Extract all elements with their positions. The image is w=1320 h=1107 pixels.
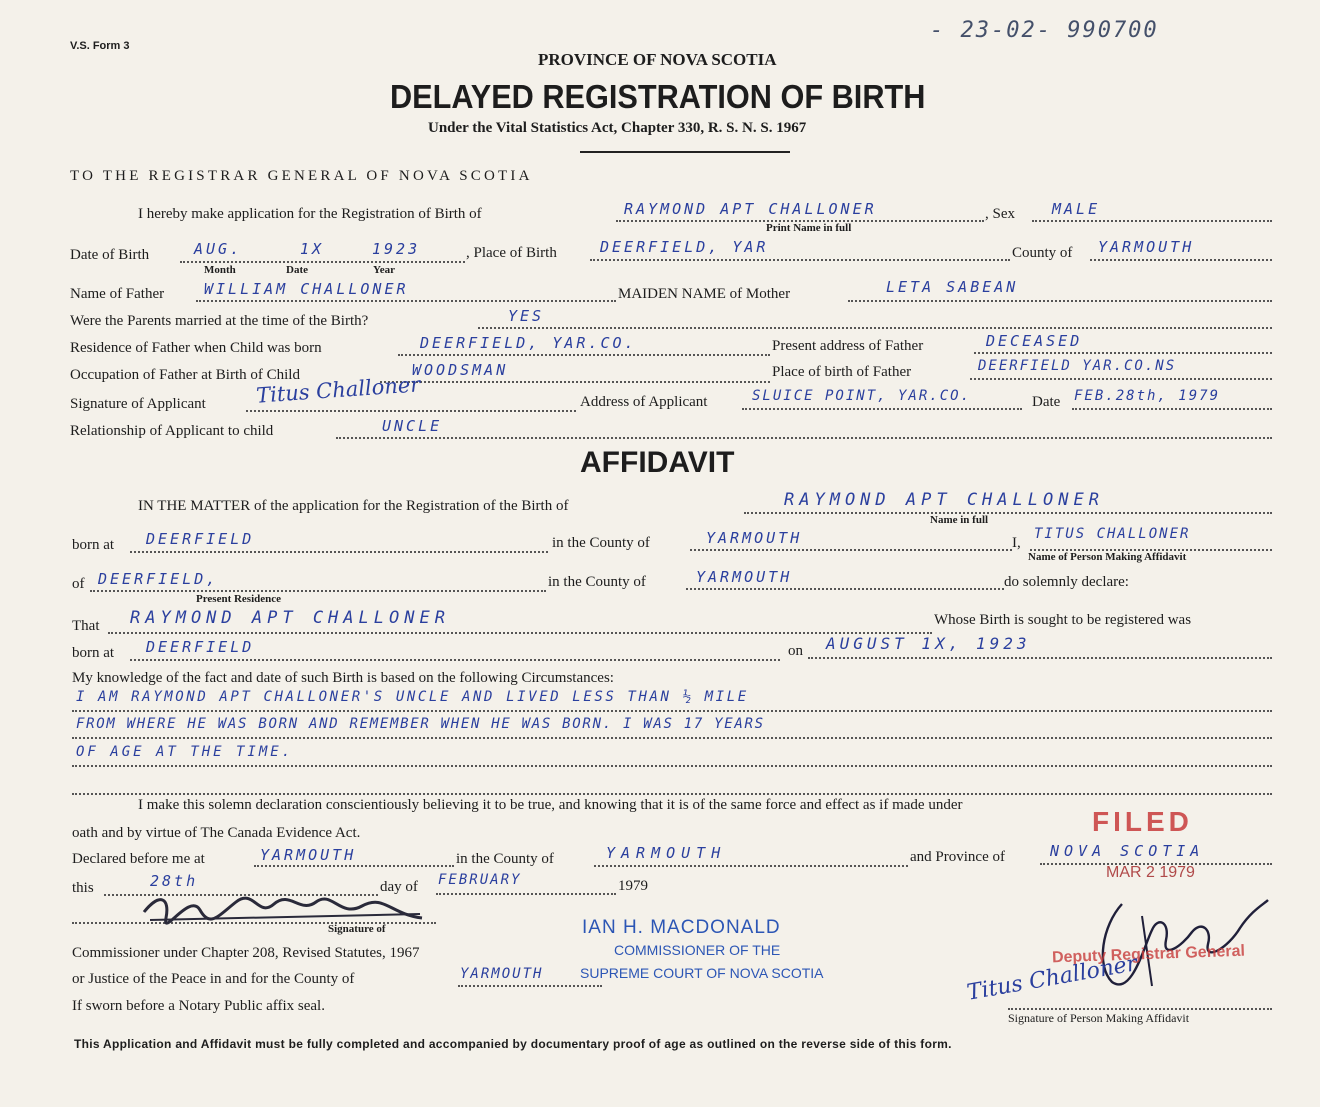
of-county-label: in the County of bbox=[548, 574, 646, 590]
born-at2-label: born at bbox=[72, 645, 115, 661]
county2-label: in the County of bbox=[456, 851, 554, 867]
i-label: I, bbox=[1012, 535, 1021, 551]
justice-label: or Justice of the Peace in and for the County of bbox=[72, 971, 355, 987]
in-county-label: in the County of bbox=[552, 535, 650, 551]
of-county-line bbox=[686, 588, 1004, 590]
filed-date: MAR 2 1979 bbox=[1106, 864, 1195, 881]
month-value: FEBRUARY bbox=[438, 872, 522, 888]
county2-value: YARMOUTH bbox=[606, 844, 727, 862]
on-value: AUGUST 1X, 1923 bbox=[826, 634, 1031, 653]
commissioner-signature-scribble bbox=[140, 888, 430, 932]
matter-label: IN THE MATTER of the application for the Registration of the Birth of bbox=[138, 498, 569, 514]
print-name-hint: Print Name in full bbox=[766, 222, 852, 234]
filed-stamp: FILED bbox=[1092, 806, 1193, 837]
of-county-value: YARMOUTH bbox=[696, 568, 793, 586]
name-in-full-hint: Name in full bbox=[930, 514, 989, 526]
footer-note: This Application and Affidavit must be fully completed and accompanied by documentary proof of age as outlined on the reverse side of this form. bbox=[74, 1037, 952, 1051]
sig-line bbox=[246, 410, 576, 412]
date-line bbox=[1072, 408, 1272, 410]
declared-value: YARMOUTH bbox=[260, 846, 357, 864]
married-value: YES bbox=[508, 307, 545, 325]
date-value: FEB.28th, 1979 bbox=[1074, 388, 1221, 404]
address-label: Address of Applicant bbox=[580, 394, 708, 410]
on-line bbox=[808, 657, 1272, 659]
affiant-sig-label: Signature of Person Making Affidavit bbox=[1008, 1011, 1190, 1025]
mother-line bbox=[848, 300, 1272, 302]
this-label: this bbox=[72, 880, 94, 896]
commissioner-label: Commissioner under Chapter 208, Revised Statutes, 1967 bbox=[72, 945, 420, 961]
deputy-registrar-stamp: Deputy Registrar General bbox=[1051, 942, 1246, 967]
circ-line-3 bbox=[72, 765, 1272, 767]
affiant-sig-line bbox=[1008, 1008, 1272, 1010]
addressee: TO THE REGISTRAR GENERAL OF NOVA SCOTIA bbox=[70, 168, 533, 184]
affiant-signature: Titus Challoner bbox=[965, 951, 1140, 1006]
present-label: Present address of Father bbox=[772, 338, 924, 354]
born-at-value: DEERFIELD bbox=[146, 530, 255, 548]
circ-line-3-text: OF AGE AT THE TIME. bbox=[76, 744, 294, 760]
dob-month: AUG. bbox=[194, 240, 243, 258]
residence-label: Residence of Father when Child was born bbox=[70, 340, 322, 356]
that-label: That bbox=[72, 618, 100, 634]
affidavit-child-name: RAYMOND APT CHALLONER bbox=[784, 490, 1104, 510]
matter-line bbox=[744, 512, 1272, 514]
day-value: 28th bbox=[150, 872, 199, 890]
dob-day: 1X bbox=[300, 240, 325, 258]
year-value: 1979 bbox=[618, 878, 648, 894]
place-line bbox=[590, 259, 1010, 261]
county-value: YARMOUTH bbox=[1098, 238, 1195, 256]
in-county-value: YARMOUTH bbox=[706, 529, 803, 547]
registrar-signature-scribble bbox=[1092, 886, 1272, 996]
occupation-label: Occupation of Father at Birth of Child bbox=[70, 367, 300, 383]
that-value: RAYMOND APT CHALLONER bbox=[130, 608, 450, 628]
circ-line-2 bbox=[72, 737, 1272, 739]
form-title: DELAYED REGISTRATION OF BIRTH bbox=[390, 78, 926, 115]
father-value: WILLIAM CHALLONER bbox=[204, 280, 409, 298]
signature-of-hint: Signature of bbox=[328, 923, 386, 935]
declare-label: do solemnly declare: bbox=[1004, 574, 1129, 590]
commissioner-stamp-name: IAN H. MACDONALD bbox=[582, 917, 781, 938]
present-line bbox=[974, 352, 1272, 354]
year-hint: Year bbox=[373, 264, 395, 276]
sig-label: Signature of Applicant bbox=[70, 396, 206, 412]
date-label: Date bbox=[1032, 394, 1061, 410]
knowledge-label: My knowledge of the fact and date of such Birth is based on the following Circumstances: bbox=[72, 670, 614, 686]
relationship-value: UNCLE bbox=[382, 417, 443, 435]
province-value: NOVA SCOTIA bbox=[1050, 842, 1205, 860]
in-county-line bbox=[690, 549, 1012, 551]
form-id: V.S. Form 3 bbox=[70, 40, 130, 52]
relationship-label: Relationship of Applicant to child bbox=[70, 423, 274, 439]
commissioner-signature bbox=[140, 888, 430, 937]
title-rule bbox=[580, 151, 790, 153]
circ-line-1-text: I AM RAYMOND APT CHALLONER'S UNCLE AND LIVED LESS THAN ½ MILE bbox=[76, 689, 749, 705]
province-heading: PROVINCE OF NOVA SCOTIA bbox=[538, 50, 777, 69]
sex-line bbox=[1032, 220, 1272, 222]
residence-hint: Present Residence bbox=[196, 593, 282, 605]
county-line bbox=[1090, 259, 1272, 261]
circ-line-4 bbox=[72, 793, 1272, 795]
born-at-label: born at bbox=[72, 537, 115, 553]
date-hint: Date bbox=[286, 264, 308, 276]
sex-value: MALE bbox=[1052, 200, 1101, 218]
father-label: Name of Father bbox=[70, 286, 165, 302]
born-at2-value: DEERFIELD bbox=[146, 638, 255, 656]
month-hint: Month bbox=[204, 264, 236, 276]
present-value: DECEASED bbox=[986, 332, 1083, 350]
dob-label: Date of Birth bbox=[70, 247, 150, 263]
residence-line bbox=[398, 354, 770, 356]
born-at2-line bbox=[130, 659, 780, 661]
county-label: County of bbox=[1012, 245, 1073, 261]
applicant-signature: Titus Challoner bbox=[255, 372, 421, 408]
reference-number: - 23-02- 990700 bbox=[930, 18, 1159, 43]
mother-label: MAIDEN NAME of Mother bbox=[618, 286, 791, 302]
married-label: Were the Parents married at the time of the Birth? bbox=[70, 313, 369, 329]
affiant-hint: Name of Person Making Affidavit bbox=[1028, 551, 1187, 563]
dob-line bbox=[180, 261, 465, 263]
commissioner-stamp-title: COMMISSIONER OF THE bbox=[614, 942, 781, 958]
month-line bbox=[436, 893, 616, 895]
of-line bbox=[90, 590, 546, 592]
address-value: SLUICE POINT, YAR.CO. bbox=[752, 388, 972, 404]
form-subtitle: Under the Vital Statistics Act, Chapter 330, R. S. N. S. 1967 bbox=[428, 120, 807, 136]
child-name: RAYMOND APT CHALLONER bbox=[624, 200, 877, 218]
place-label: , Place of Birth bbox=[466, 245, 557, 261]
declared-label: Declared before me at bbox=[72, 851, 205, 867]
occupation-line bbox=[380, 381, 770, 383]
affiant-value: TITUS CHALLONER bbox=[1034, 526, 1191, 542]
pob-father-value: DEERFIELD YAR.CO.NS bbox=[978, 358, 1177, 374]
county2-line bbox=[594, 865, 908, 867]
day-of-label: day of bbox=[380, 879, 418, 895]
married-line bbox=[478, 327, 1272, 329]
whose-birth-label: Whose Birth is sought to be registered was bbox=[934, 612, 1192, 628]
affidavit-title: AFFIDAVIT bbox=[580, 446, 735, 479]
circ-line-2-text: FROM WHERE HE WAS BORN AND REMEMBER WHEN HE WAS BORN. I WAS 17 YEARS bbox=[76, 716, 765, 732]
sex-label: , Sex bbox=[985, 206, 1015, 222]
justice-county: YARMOUTH bbox=[460, 966, 544, 982]
registrar-signature bbox=[1092, 886, 1272, 1001]
residence-value: DEERFIELD, YAR.CO. bbox=[420, 334, 637, 352]
father-line bbox=[196, 300, 616, 302]
place-value: DEERFIELD, YAR bbox=[600, 238, 769, 256]
pob-father-label: Place of birth of Father bbox=[772, 364, 912, 380]
of-label: of bbox=[72, 576, 85, 592]
that-line bbox=[108, 632, 932, 634]
pob-father-line bbox=[970, 378, 1272, 380]
dob-year: 1923 bbox=[372, 240, 421, 258]
occupation-value: WOODSMAN bbox=[412, 361, 509, 379]
notary-label: If sworn before a Notary Public affix seal. bbox=[72, 998, 325, 1014]
relationship-line bbox=[336, 437, 1272, 439]
intro-label: I hereby make application for the Registration of Birth of bbox=[138, 206, 482, 222]
declared-line bbox=[254, 865, 454, 867]
solemn-text-1: I make this solemn declaration conscientiously believing it to be true, and knowing that it is of the same force and effect as if made under bbox=[138, 797, 963, 813]
on-label: on bbox=[788, 643, 803, 659]
mother-value: LETA SABEAN bbox=[886, 278, 1019, 296]
commissioner-stamp-court: SUPREME COURT OF NOVA SCOTIA bbox=[580, 965, 824, 981]
circ-line-1 bbox=[72, 710, 1272, 712]
justice-line bbox=[458, 985, 602, 987]
born-at-line bbox=[130, 551, 548, 553]
of-value: DEERFIELD, bbox=[98, 570, 219, 588]
solemn-text-2: oath and by virtue of The Canada Evidence Act. bbox=[72, 825, 361, 841]
province-label: and Province of bbox=[910, 849, 1005, 865]
address-line bbox=[742, 408, 1022, 410]
